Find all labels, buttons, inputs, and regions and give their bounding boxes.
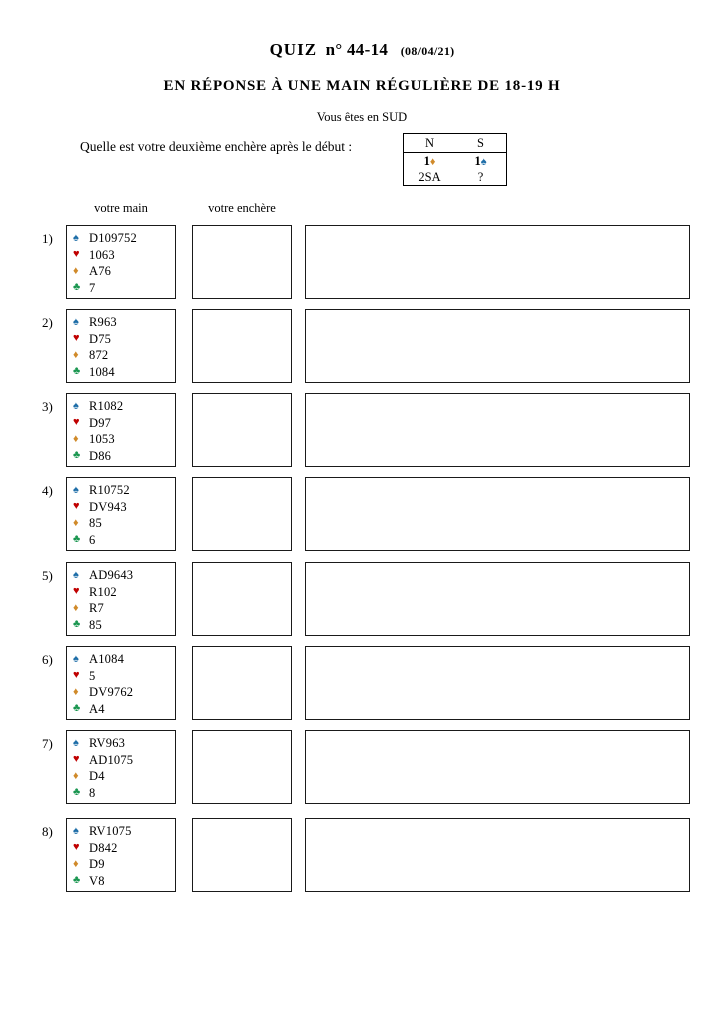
club-icon: ♣: [73, 365, 81, 378]
row-index: 4): [42, 483, 53, 498]
hand-suit-line: [73, 230, 175, 247]
quiz-row: [0, 477, 724, 551]
club-icon: ♣: [73, 281, 81, 294]
hand-suit-line: [73, 532, 175, 549]
answer-comment-box[interactable]: [305, 477, 690, 551]
heart-icon: ♥: [73, 669, 80, 682]
hand-box: [66, 818, 176, 892]
hand-cards-heart: DV943: [89, 499, 127, 514]
bid-south-round-2: ?: [477, 169, 484, 184]
club-icon: ♣: [73, 702, 81, 715]
answer-comment-box[interactable]: [305, 730, 690, 804]
hand-suit-line: [73, 567, 175, 584]
answer-comment-box[interactable]: [305, 818, 690, 892]
hand-suit-line: [73, 398, 175, 415]
diamond-icon: ♦: [73, 432, 79, 445]
bid-north-level-1: 1: [423, 154, 430, 168]
bid-north-round-2: 2SA: [418, 169, 441, 184]
quiz-row: [0, 730, 724, 804]
quiz-date: (08/04/21): [400, 44, 455, 58]
hand-box: [66, 477, 176, 551]
club-icon: ♣: [73, 874, 81, 887]
hand-cards-heart: D842: [89, 840, 118, 855]
club-icon: ♣: [73, 786, 81, 799]
column-caption-bid: votre enchère: [208, 201, 276, 215]
hand-cards-heart: R102: [89, 584, 117, 599]
answer-bid-box[interactable]: [192, 562, 292, 636]
diamond-icon: ♦: [73, 685, 79, 698]
answer-bid-box[interactable]: [192, 646, 292, 720]
hand-cards-club: 7: [89, 280, 96, 295]
hand-suit-line: [73, 584, 175, 601]
heart-icon: ♥: [73, 332, 80, 345]
heart-icon: ♥: [73, 753, 80, 766]
row-index: 3): [42, 399, 53, 414]
quiz-title-word: QUIZ: [269, 40, 318, 59]
diamond-icon: ♦: [73, 601, 79, 614]
hand-suit-line: [73, 823, 175, 840]
club-icon: ♣: [73, 449, 81, 462]
hand-suit-line: [73, 768, 175, 785]
hand-cards-diamond: D4: [89, 769, 105, 783]
hand-cards-diamond: A76: [89, 264, 112, 278]
club-icon: ♣: [73, 533, 81, 546]
answer-comment-box[interactable]: [305, 562, 690, 636]
hand-cards-diamond: D9: [89, 857, 105, 871]
row-index: 8): [42, 824, 53, 839]
hand-cards-club: A4: [89, 701, 105, 716]
hand-box: [66, 309, 176, 383]
answer-bid-box[interactable]: [192, 818, 292, 892]
diamond-icon: ♦: [73, 264, 79, 277]
hand-box: [66, 730, 176, 804]
hand-cards-heart: 1063: [89, 247, 115, 262]
spade-icon: ♠: [480, 156, 487, 168]
hand-suit-line: [73, 735, 175, 752]
hand-cards-club: V8: [89, 873, 105, 888]
answer-comment-box[interactable]: [305, 393, 690, 467]
hand-suit-line: [73, 415, 175, 432]
hand-suit-line: [73, 668, 175, 685]
hand-suit-line: [73, 785, 175, 802]
hand-cards-diamond: 85: [89, 516, 102, 530]
answer-bid-box[interactable]: [192, 730, 292, 804]
row-index: 6): [42, 652, 53, 667]
hand-cards-diamond: DV9762: [89, 685, 134, 699]
hand-suit-line: [73, 651, 175, 668]
hand-cards-heart: D75: [89, 331, 112, 346]
spade-icon: ♠: [73, 231, 79, 244]
hand-box: [66, 562, 176, 636]
hand-box: [66, 646, 176, 720]
club-icon: ♣: [73, 618, 81, 631]
hand-suit-line: [73, 873, 175, 890]
hand-cards-heart: 5: [89, 668, 96, 683]
hand-cards-spade: RV1075: [89, 824, 132, 838]
hand-cards-club: 85: [89, 617, 102, 632]
hand-cards-diamond: R7: [89, 601, 104, 615]
hand-cards-spade: A1084: [89, 652, 125, 666]
hand-box: [66, 225, 176, 299]
bidding-column-north: N: [424, 135, 435, 150]
heart-icon: ♥: [73, 500, 80, 513]
hand-suit-line: [73, 600, 175, 617]
answer-comment-box[interactable]: [305, 225, 690, 299]
hand-suit-line: [73, 247, 175, 264]
row-index: 5): [42, 568, 53, 583]
hand-box: [66, 393, 176, 467]
hand-suit-line: [73, 617, 175, 634]
quiz-question: Quelle est votre deuxième enchère après le début :: [80, 139, 353, 154]
hand-cards-heart: AD1075: [89, 752, 134, 767]
hand-cards-spade: R10752: [89, 483, 130, 497]
heart-icon: ♥: [73, 248, 80, 261]
spade-icon: ♠: [73, 483, 79, 496]
diamond-icon: ♦: [73, 516, 79, 529]
row-index: 2): [42, 315, 53, 330]
hand-cards-spade: R1082: [89, 399, 124, 413]
hand-cards-club: D86: [89, 448, 112, 463]
spade-icon: ♠: [73, 736, 79, 749]
hand-cards-spade: R963: [89, 315, 117, 329]
hand-suit-line: [73, 701, 175, 718]
quiz-row: [0, 646, 724, 720]
column-caption-hand: votre main: [94, 201, 148, 215]
hand-cards-spade: D109752: [89, 231, 137, 245]
hand-cards-spade: AD9643: [89, 568, 134, 582]
quiz-subtitle: EN RÉPONSE À UNE MAIN RÉGULIÈRE DE 18-19 H: [163, 78, 561, 94]
answer-comment-box[interactable]: [305, 646, 690, 720]
quiz-row: [0, 309, 724, 383]
spade-icon: ♠: [73, 568, 79, 581]
heart-icon: ♥: [73, 841, 80, 854]
hand-cards-spade: RV963: [89, 736, 126, 750]
hand-suit-line: [73, 482, 175, 499]
quiz-row: [0, 818, 724, 892]
hand-suit-line: [73, 314, 175, 331]
answer-bid-box[interactable]: [192, 393, 292, 467]
hand-suit-line: [73, 347, 175, 364]
spade-icon: ♠: [73, 399, 79, 412]
heart-icon: ♥: [73, 585, 80, 598]
player-position: Vous êtes en SUD: [316, 110, 408, 124]
hand-cards-heart: D97: [89, 415, 112, 430]
quiz-row: [0, 393, 724, 467]
hand-suit-line: [73, 280, 175, 297]
quiz-number: n° 44-14: [325, 40, 389, 59]
hand-suit-line: [73, 499, 175, 516]
hand-suit-line: [73, 331, 175, 348]
hand-suit-line: [73, 364, 175, 381]
hand-cards-diamond: 1053: [89, 432, 115, 446]
quiz-row: [0, 225, 724, 299]
diamond-icon: ♦: [73, 769, 79, 782]
answer-bid-box[interactable]: [192, 309, 292, 383]
row-index: 1): [42, 231, 53, 246]
row-index: 7): [42, 736, 53, 751]
spade-icon: ♠: [73, 824, 79, 837]
hand-suit-line: [73, 431, 175, 448]
hand-suit-line: [73, 448, 175, 465]
answer-bid-box[interactable]: [192, 225, 292, 299]
diamond-icon: ♦: [429, 156, 436, 168]
answer-comment-box[interactable]: [305, 309, 690, 383]
diamond-icon: ♦: [73, 348, 79, 361]
heart-icon: ♥: [73, 416, 80, 429]
hand-suit-line: [73, 515, 175, 532]
bidding-column-south: S: [477, 135, 484, 150]
bid-south-level-1: 1: [474, 154, 481, 168]
hand-suit-line: [73, 263, 175, 280]
spade-icon: ♠: [73, 652, 79, 665]
diamond-icon: ♦: [73, 857, 79, 870]
hand-suit-line: [73, 752, 175, 769]
hand-suit-line: [73, 840, 175, 857]
quiz-row: [0, 562, 724, 636]
hand-suit-line: [73, 856, 175, 873]
hand-cards-club: 6: [89, 532, 96, 547]
hand-cards-club: 1084: [89, 364, 115, 379]
spade-icon: ♠: [73, 315, 79, 328]
hand-cards-club: 8: [89, 785, 96, 800]
hand-suit-line: [73, 684, 175, 701]
answer-bid-box[interactable]: [192, 477, 292, 551]
hand-cards-diamond: 872: [89, 348, 109, 362]
